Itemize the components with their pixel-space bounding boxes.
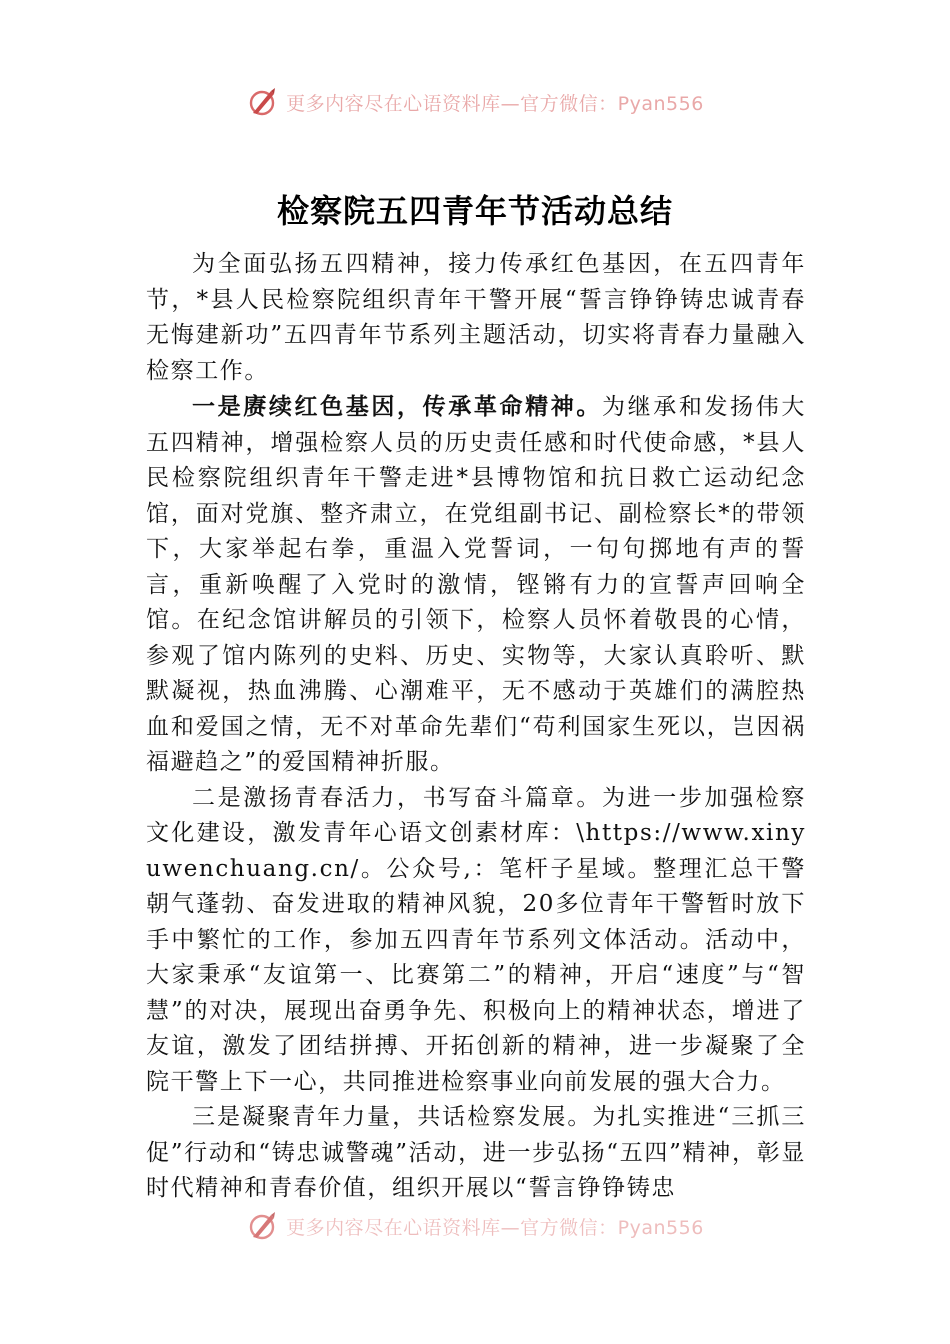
quill-pen-seal-icon (246, 86, 278, 118)
paragraph-text: 为全面弘扬五四精神，接力传承红色基因，在五四青年节，*县人民检察院组织青年干警开展“誓言铮铮铸忠诚青春无悔建新功”五四青年节系列主题活动，切实将青春力量融入检察工作。 (146, 251, 806, 384)
footer-watermark (0, 1206, 950, 1246)
paragraph-section-three (146, 1100, 806, 1207)
quill-pen-seal-icon (246, 1210, 278, 1242)
document-title: 检察院五四青年节活动总结 (276, 192, 673, 230)
watermark-text: 更多内容尽在心语资料库—官方微信：Pyan556 (286, 92, 704, 115)
paragraph-intro (146, 247, 806, 389)
paragraph-text: 二是激扬青春活力，书写奋斗篇章。为进一步加强检察文化建设，激发青年心语文创素材库：\https://www.xinyuwenchuang.cn/。公众号,：笔杆子星域。整理汇总干警朝气蓬勃、奋发进取的精神风貌，20多位青年干警暂时放下手中繁忙的工作，参加五四青年节系列文体活动。活动中，大家秉承“友谊第一、比赛第二”的精神，开启“速度”与“智慧”的对决，展现出奋勇争先、积极向上的精神状态，增进了友谊，激发了团结拼搏、开拓创新的精神，进一步凝聚了全院干警上下一心，共同推进检察事业向前发展的强大合力。 (146, 784, 806, 1095)
paragraph-lead-bold: 一是赓续红色基因，传承革命精神。 (192, 393, 603, 420)
paragraph-section-two (146, 781, 806, 1101)
header-watermark (0, 82, 950, 122)
paragraph-section-one (146, 389, 806, 781)
paragraph-text: 三是凝聚青年力量，共话检察发展。为扎实推进“三抓三促”行动和“铸忠诚警魂”活动，进一步弘扬“五四”精神，彰显时代精神和青春价值，组织开展以“誓言铮铮铸忠 (146, 1104, 806, 1201)
paragraph-text: 为继承和发扬伟大五四精神，增强检察人员的历史责任感和时代使命感，*县人民检察院组织青年干警走进*县博物馆和抗日救亡运动纪念馆，面对党旗、整齐肃立，在党组副书记、副检察长*的带领下，大家举起右拳，重温入党誓词，一句句掷地有声的誓言，重新唤醒了入党时的激情，铿锵有力的宣誓声回响全馆。在纪念馆讲解员的引领下，检察人员怀着敬畏的心情，参观了馆内陈列的史料、历史、实物等，大家认真聆听、默默凝视，热血沸腾、心潮难平，无不感动于英雄们的满腔热血和爱国之情，无不对革命先辈们“苟利国家生死以，岂因祸福避趋之”的爱国精神折服。 (146, 394, 806, 775)
document-body (146, 247, 806, 1207)
watermark-text: 更多内容尽在心语资料库—官方微信：Pyan556 (286, 1216, 704, 1239)
